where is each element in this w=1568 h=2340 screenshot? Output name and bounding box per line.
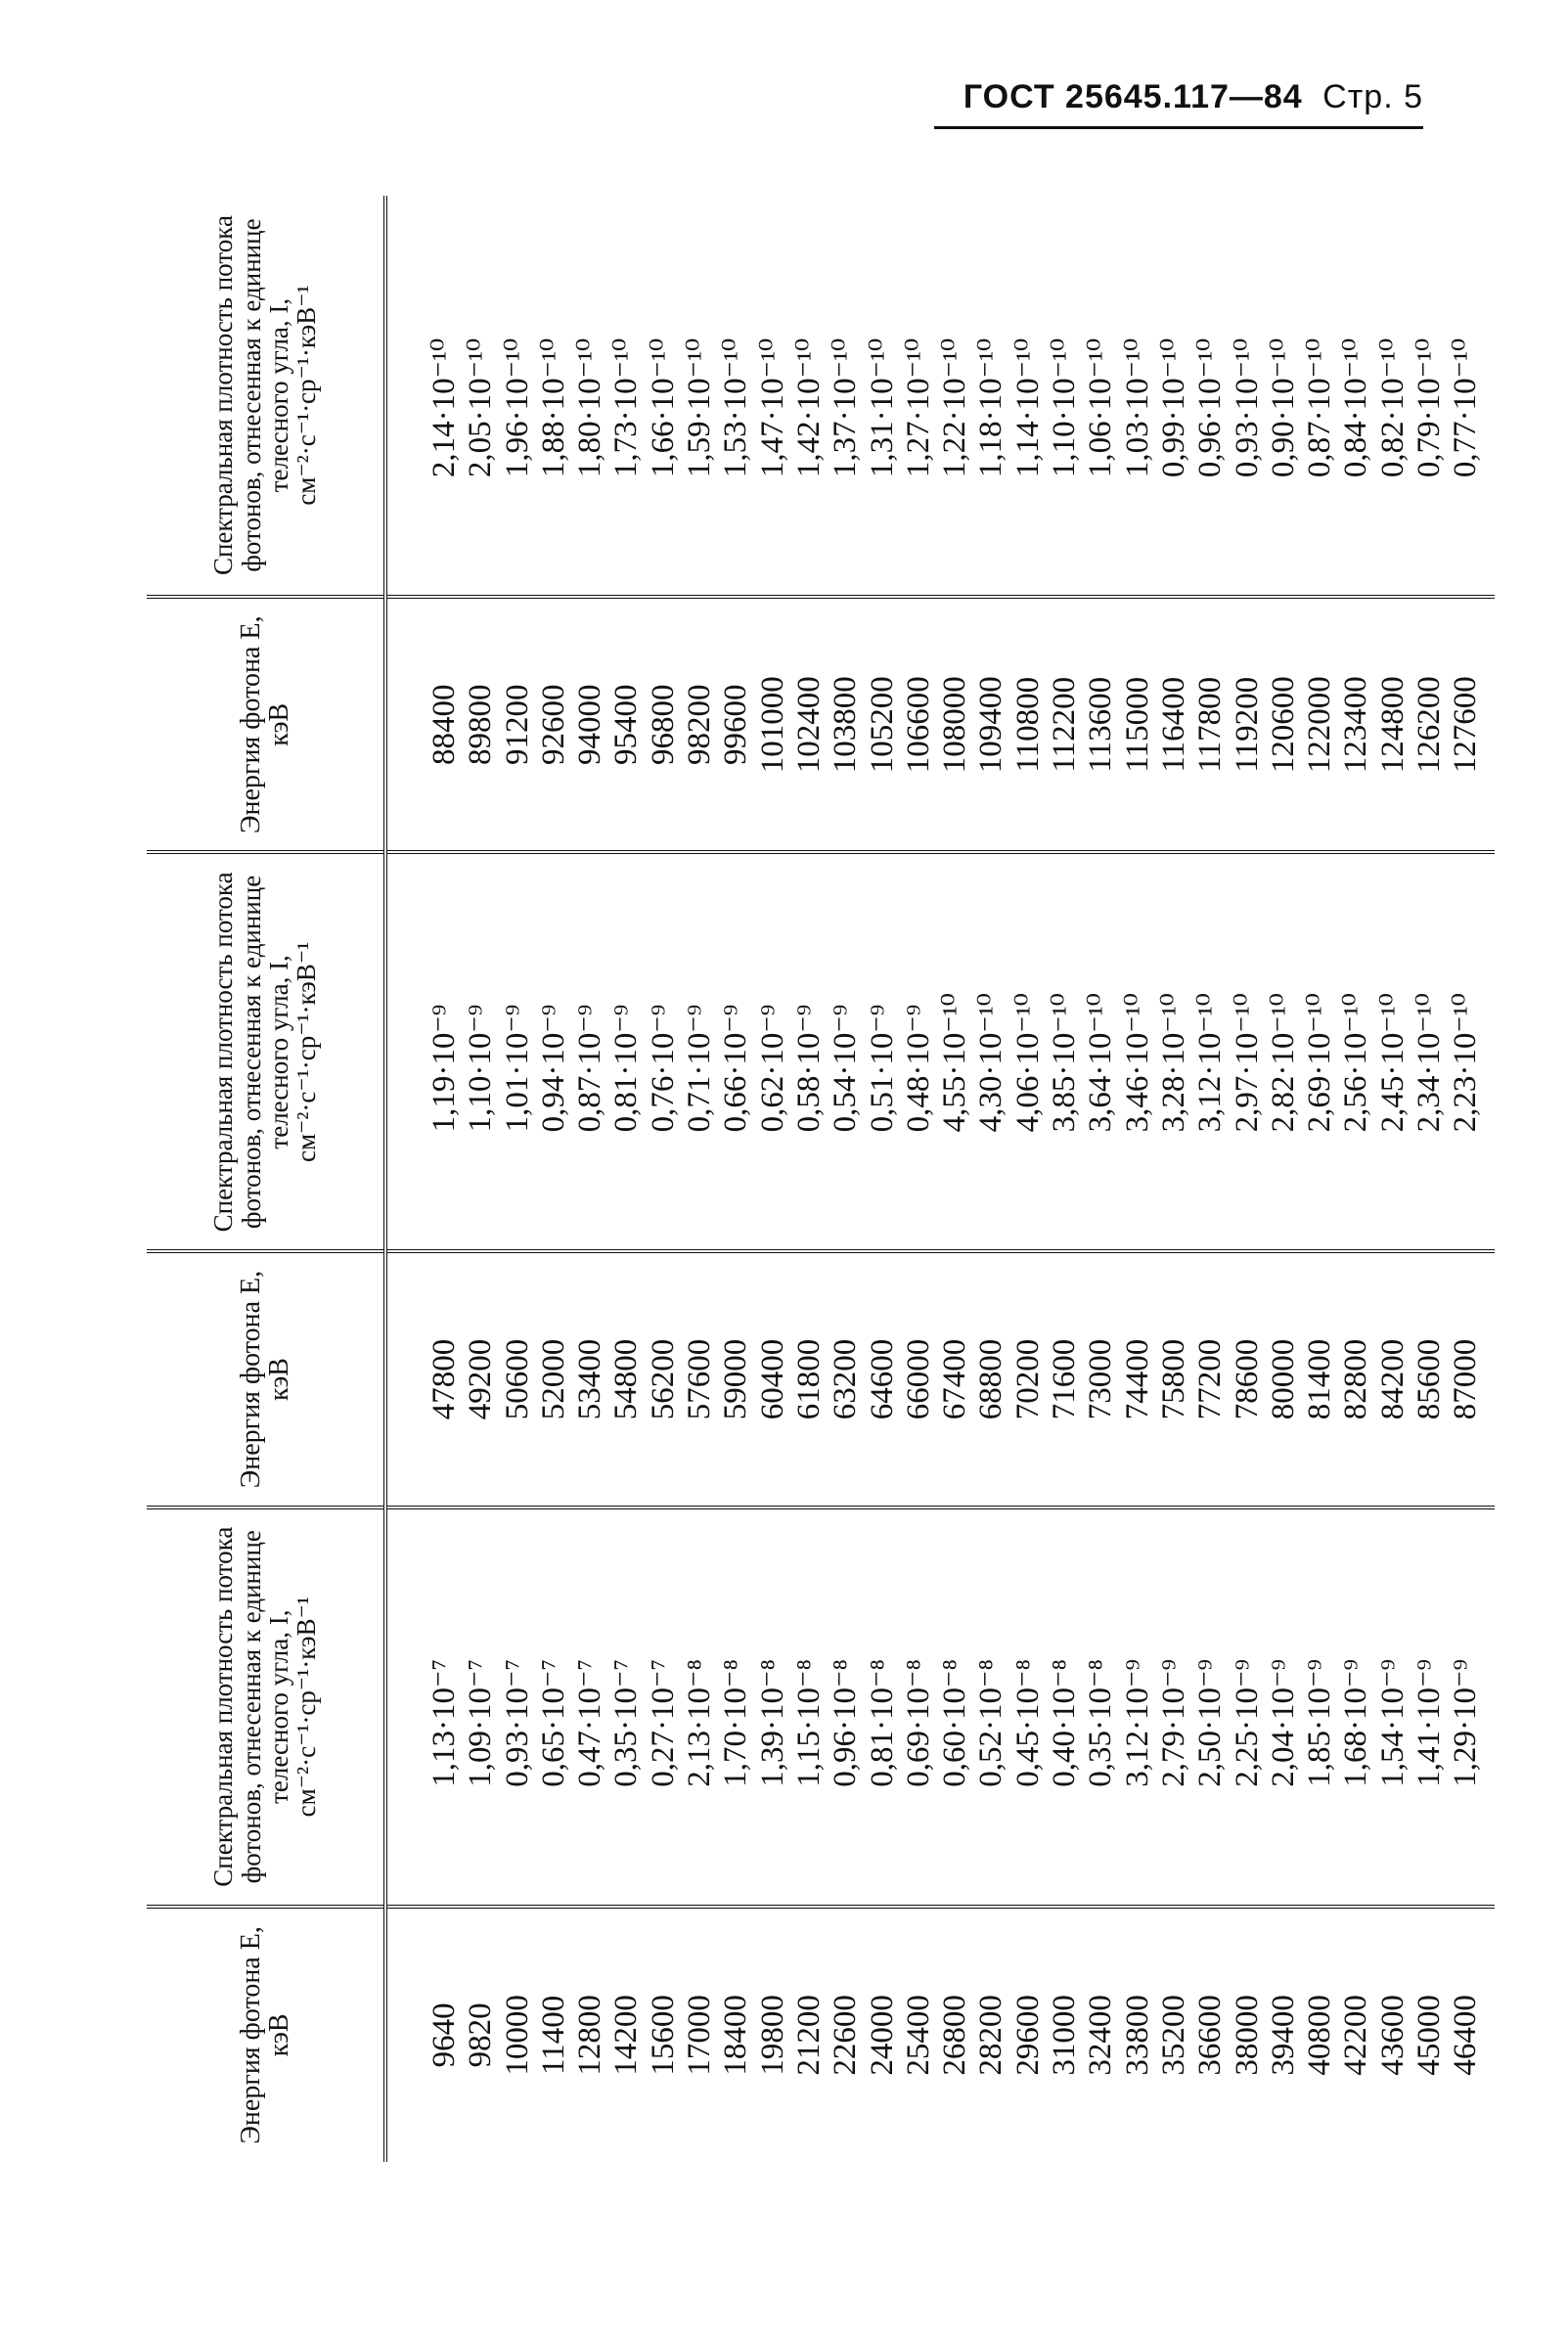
table-cell: 11400: [535, 1995, 571, 2075]
table-cell: 14200: [608, 1995, 645, 2076]
table-cell: 1,39·10⁻⁸: [754, 1659, 790, 1787]
table-cell: 3,12·10⁻¹⁰: [1192, 993, 1229, 1133]
table-cell: 60400: [754, 1338, 790, 1420]
table-cell: 95400: [608, 684, 645, 765]
table-cell: 42200: [1338, 1995, 1374, 2076]
table-cell: 1,01·10⁻⁹: [499, 1004, 535, 1133]
table-cell: 78600: [1229, 1338, 1265, 1420]
table-cell: 96800: [645, 684, 681, 765]
table-cell: 2,05·10⁻¹⁰: [463, 338, 499, 478]
table-cell: 1,66·10⁻¹⁰: [645, 338, 681, 478]
table-cell: 1,10·10⁻¹⁰: [1047, 338, 1083, 478]
table-cell: 59000: [718, 1338, 754, 1420]
table-cell: 82800: [1338, 1338, 1374, 1420]
table-cell: 99600: [718, 684, 754, 765]
table-cell: 122000: [1302, 676, 1338, 774]
table-cell: 0,79·10⁻¹⁰: [1411, 338, 1448, 478]
table-cell: 0,76·10⁻⁹: [645, 1004, 681, 1133]
table-cell: 94000: [572, 684, 608, 765]
table-cell: 0,99·10⁻¹⁰: [1155, 338, 1191, 478]
table-cell: 3,28·10⁻¹⁰: [1155, 993, 1191, 1133]
table-cell: 3,85·10⁻¹⁰: [1047, 993, 1083, 1133]
table-cell: 43600: [1374, 1995, 1411, 2076]
table-cell: 112200: [1047, 676, 1083, 773]
table-cell: 2,13·10⁻⁸: [682, 1659, 718, 1787]
table-cell: 28200: [973, 1995, 1009, 2076]
table-cell: 52000: [535, 1338, 571, 1420]
density-header-2: Спектральная плотность потока фотонов, отнесенная к единице телесного угла, I, см⁻²·с⁻¹·ср⁻¹·кэВ⁻¹: [147, 852, 385, 1251]
table-cell: 2,34·10⁻¹⁰: [1411, 993, 1448, 1133]
table-cell: 4,55·10⁻¹⁰: [937, 993, 973, 1133]
table-cell: 116400: [1155, 676, 1191, 773]
table-cell: 117800: [1192, 676, 1229, 773]
rotated-table-container: [147, 196, 1484, 2162]
table-cell: 46400: [1448, 1995, 1484, 2076]
table-cell: 9640: [426, 2002, 462, 2068]
table-cell: 2,82·10⁻¹⁰: [1265, 993, 1301, 1133]
table-cell: 2,25·10⁻⁹: [1229, 1659, 1265, 1787]
energy-column-1: [385, 1907, 1495, 2162]
table-cell: 1,70·10⁻⁸: [718, 1659, 754, 1787]
table-cell: 89800: [463, 684, 499, 765]
table-cell: 1,15·10⁻⁸: [790, 1659, 827, 1787]
table-cell: 0,77·10⁻¹⁰: [1448, 338, 1484, 478]
density-column-3: [385, 196, 1495, 597]
table-cell: 108000: [937, 676, 973, 774]
table-cell: 126200: [1411, 676, 1448, 774]
table-cell: 0,51·10⁻⁹: [864, 1004, 900, 1133]
table-cell: 2,04·10⁻⁹: [1265, 1659, 1301, 1787]
table-cell: 45000: [1411, 1995, 1448, 2076]
table-cell: 101000: [754, 676, 790, 774]
table-cell: 1,53·10⁻¹⁰: [718, 338, 754, 478]
table-cell: 1,59·10⁻¹⁰: [682, 338, 718, 478]
table-cell: 1,27·10⁻¹⁰: [900, 338, 936, 478]
table-cell: 74400: [1119, 1338, 1155, 1420]
table-cell: 105200: [864, 676, 900, 774]
table-cell: 0,35·10⁻⁸: [1083, 1659, 1119, 1787]
density-header-3: Спектральная плотность потока фотонов, отнесенная к единице телесного угла, I, см⁻²·с⁻¹·ср⁻¹·кэВ⁻¹: [147, 196, 385, 597]
table-cell: 63200: [828, 1338, 864, 1420]
table-cell: 124800: [1374, 676, 1411, 774]
table-cell: 0,81·10⁻⁸: [864, 1659, 900, 1787]
table-cell: 0,62·10⁻⁹: [754, 1004, 790, 1133]
table-cell: 1,14·10⁻¹⁰: [1009, 338, 1046, 478]
table-cell: 32400: [1083, 1995, 1119, 2076]
table-cell: 1,80·10⁻¹⁰: [572, 338, 608, 478]
table-cell: 103800: [828, 676, 864, 774]
table-cell: 109400: [973, 676, 1009, 774]
energy-header-2: Энергия фотона E, кэВ: [147, 1251, 385, 1507]
table-cell: 53400: [572, 1338, 608, 1420]
table-cell: 98200: [682, 684, 718, 765]
table-cell: 1,06·10⁻¹⁰: [1083, 338, 1119, 478]
table-cell: 4,06·10⁻¹⁰: [1009, 993, 1046, 1133]
table-cell: 75800: [1155, 1338, 1191, 1420]
table-cell: 1,31·10⁻¹⁰: [864, 338, 900, 478]
table-cell: 2,23·10⁻¹⁰: [1448, 993, 1484, 1133]
table-cell: 1,68·10⁻⁹: [1338, 1659, 1374, 1787]
table-cell: 1,03·10⁻¹⁰: [1119, 338, 1155, 478]
table-cell: 0,93·10⁻¹⁰: [1229, 338, 1265, 478]
table-cell: 0,54·10⁻⁹: [828, 1004, 864, 1133]
table-cell: 9820: [463, 2002, 499, 2068]
table-cell: 68800: [973, 1338, 1009, 1420]
table-cell: 31000: [1047, 1995, 1083, 2076]
table-cell: 0,96·10⁻⁸: [828, 1659, 864, 1787]
table-cell: 12800: [572, 1995, 608, 2076]
table-cell: 56200: [645, 1338, 681, 1420]
table-body-row: [385, 196, 1495, 2162]
table-cell: 0,60·10⁻⁸: [937, 1659, 973, 1787]
table-cell: 0,96·10⁻¹⁰: [1192, 338, 1229, 478]
page-header: [934, 78, 1423, 129]
table-cell: 24000: [864, 1995, 900, 2076]
table-cell: 127600: [1448, 676, 1484, 774]
table-cell: 0,35·10⁻⁷: [608, 1659, 645, 1787]
table-cell: 0,87·10⁻⁹: [572, 1004, 608, 1133]
table-cell: 84200: [1374, 1338, 1411, 1420]
table-cell: 106600: [900, 676, 936, 774]
table-cell: 102400: [790, 676, 827, 774]
table-cell: 80000: [1265, 1338, 1301, 1420]
table-cell: 15600: [645, 1995, 681, 2076]
table-cell: 66000: [900, 1338, 936, 1420]
table-cell: 87000: [1448, 1338, 1484, 1420]
table-cell: 17000: [682, 1995, 718, 2076]
table-cell: 0,69·10⁻⁸: [900, 1659, 936, 1787]
table-cell: 0,93·10⁻⁷: [499, 1659, 535, 1787]
table-cell: 39400: [1265, 1995, 1301, 2076]
table-cell: 115000: [1119, 676, 1155, 773]
table-cell: 1,42·10⁻¹⁰: [790, 338, 827, 478]
table-cell: 0,45·10⁻⁸: [1009, 1659, 1046, 1787]
table-cell: 1,37·10⁻¹⁰: [828, 338, 864, 478]
table-cell: 0,90·10⁻¹⁰: [1265, 338, 1301, 478]
table-cell: 0,40·10⁻⁸: [1047, 1659, 1083, 1787]
table-cell: 33800: [1119, 1995, 1155, 2076]
table-cell: 0,87·10⁻¹⁰: [1302, 338, 1338, 478]
table-cell: 1,85·10⁻⁹: [1302, 1659, 1338, 1787]
table-cell: 0,48·10⁻⁹: [900, 1004, 936, 1133]
table-cell: 77200: [1192, 1338, 1229, 1420]
table-cell: 2,56·10⁻¹⁰: [1338, 993, 1374, 1133]
table-cell: 119200: [1229, 676, 1265, 773]
table-cell: 88400: [426, 684, 462, 765]
table-cell: 19800: [754, 1995, 790, 2076]
table-cell: 1,19·10⁻⁹: [426, 1004, 462, 1133]
table-cell: 0,94·10⁻⁹: [535, 1004, 571, 1133]
table-cell: 73000: [1083, 1338, 1119, 1420]
table-cell: 110800: [1009, 676, 1046, 773]
table-cell: 61800: [790, 1338, 827, 1420]
table-cell: 2,79·10⁻⁹: [1155, 1659, 1191, 1787]
table-cell: 1,10·10⁻⁹: [463, 1004, 499, 1133]
table-cell: 1,54·10⁻⁹: [1374, 1659, 1411, 1787]
table-cell: 57600: [682, 1338, 718, 1420]
table-cell: 0,71·10⁻⁹: [682, 1004, 718, 1133]
table-cell: 0,84·10⁻¹⁰: [1338, 338, 1374, 478]
table-cell: 85600: [1411, 1338, 1448, 1420]
table-cell: 0,65·10⁻⁷: [535, 1659, 571, 1787]
table-cell: 38000: [1229, 1995, 1265, 2076]
table-cell: 36600: [1192, 1995, 1229, 2076]
table-cell: 1,18·10⁻¹⁰: [973, 338, 1009, 478]
table-cell: 91200: [499, 684, 535, 765]
table-cell: 54800: [608, 1338, 645, 1420]
table-cell: 67400: [937, 1338, 973, 1420]
table-cell: 0,47·10⁻⁷: [572, 1659, 608, 1787]
photon-density-table: [147, 196, 1495, 2162]
table-cell: 64600: [864, 1338, 900, 1420]
table-cell: 29600: [1009, 1995, 1046, 2076]
energy-column-3: [385, 597, 1495, 852]
energy-header-1: Энергия фотона E, кэВ: [147, 1907, 385, 2162]
table-cell: 49200: [463, 1338, 499, 1420]
table-cell: 1,13·10⁻⁷: [426, 1659, 462, 1787]
table-cell: 0,58·10⁻⁹: [790, 1004, 827, 1133]
standard-number: ГОСТ 25645.117—84: [963, 78, 1303, 115]
table-cell: 26800: [937, 1995, 973, 2076]
table-cell: 0,66·10⁻⁹: [718, 1004, 754, 1133]
table-cell: 0,52·10⁻⁸: [973, 1659, 1009, 1787]
table-cell: 0,27·10⁻⁷: [645, 1659, 681, 1787]
table-cell: 2,97·10⁻¹⁰: [1229, 993, 1265, 1133]
energy-column-2: [385, 1251, 1495, 1507]
table-cell: 1,47·10⁻¹⁰: [754, 338, 790, 478]
page-number: Стр. 5: [1322, 78, 1423, 115]
table-cell: 10000: [499, 1995, 535, 2076]
table-cell: 81400: [1302, 1338, 1338, 1420]
table-cell: 4,30·10⁻¹⁰: [973, 993, 1009, 1133]
table-cell: 2,50·10⁻⁹: [1192, 1659, 1229, 1787]
table-cell: 18400: [718, 1995, 754, 2076]
table-cell: 2,45·10⁻¹⁰: [1374, 993, 1411, 1133]
table-cell: 1,22·10⁻¹⁰: [937, 338, 973, 478]
table-cell: 21200: [790, 1995, 827, 2076]
table-cell: 40800: [1302, 1995, 1338, 2076]
table-cell: 70200: [1009, 1338, 1046, 1420]
table-cell: 2,14·10⁻¹⁰: [426, 338, 462, 478]
table-cell: 2,69·10⁻¹⁰: [1302, 993, 1338, 1133]
table-cell: 3,46·10⁻¹⁰: [1119, 993, 1155, 1133]
table-cell: 1,73·10⁻¹⁰: [608, 338, 645, 478]
table-cell: 1,41·10⁻⁹: [1411, 1659, 1448, 1787]
energy-header-3: Энергия фотона E, кэВ: [147, 597, 385, 852]
table-cell: 1,09·10⁻⁷: [463, 1659, 499, 1787]
table-cell: 25400: [900, 1995, 936, 2076]
table-cell: 113600: [1083, 676, 1119, 773]
density-column-2: [385, 852, 1495, 1251]
table-header-row: [147, 196, 385, 2162]
table-cell: 71600: [1047, 1338, 1083, 1420]
table-cell: 123400: [1338, 676, 1374, 774]
table-cell: 35200: [1155, 1995, 1191, 2076]
table-cell: 92600: [535, 684, 571, 765]
table-cell: 50600: [499, 1338, 535, 1420]
table-cell: 0,82·10⁻¹⁰: [1374, 338, 1411, 478]
table-cell: 3,12·10⁻⁹: [1119, 1659, 1155, 1787]
table-cell: 0,81·10⁻⁹: [608, 1004, 645, 1133]
table-cell: 1,88·10⁻¹⁰: [535, 338, 571, 478]
table-cell: 47800: [426, 1338, 462, 1420]
density-header-1: Спектральная плотность потока фотонов, отнесенная к единице телесного угла, I, см⁻²·с⁻¹·ср⁻¹·кэВ⁻¹: [147, 1508, 385, 1907]
table-cell: 22600: [828, 1995, 864, 2076]
table-cell: 120600: [1265, 676, 1301, 774]
density-column-1: [385, 1508, 1495, 1907]
table-cell: 1,29·10⁻⁹: [1448, 1659, 1484, 1787]
table-cell: 1,96·10⁻¹⁰: [499, 338, 535, 478]
table-cell: 3,64·10⁻¹⁰: [1083, 993, 1119, 1133]
